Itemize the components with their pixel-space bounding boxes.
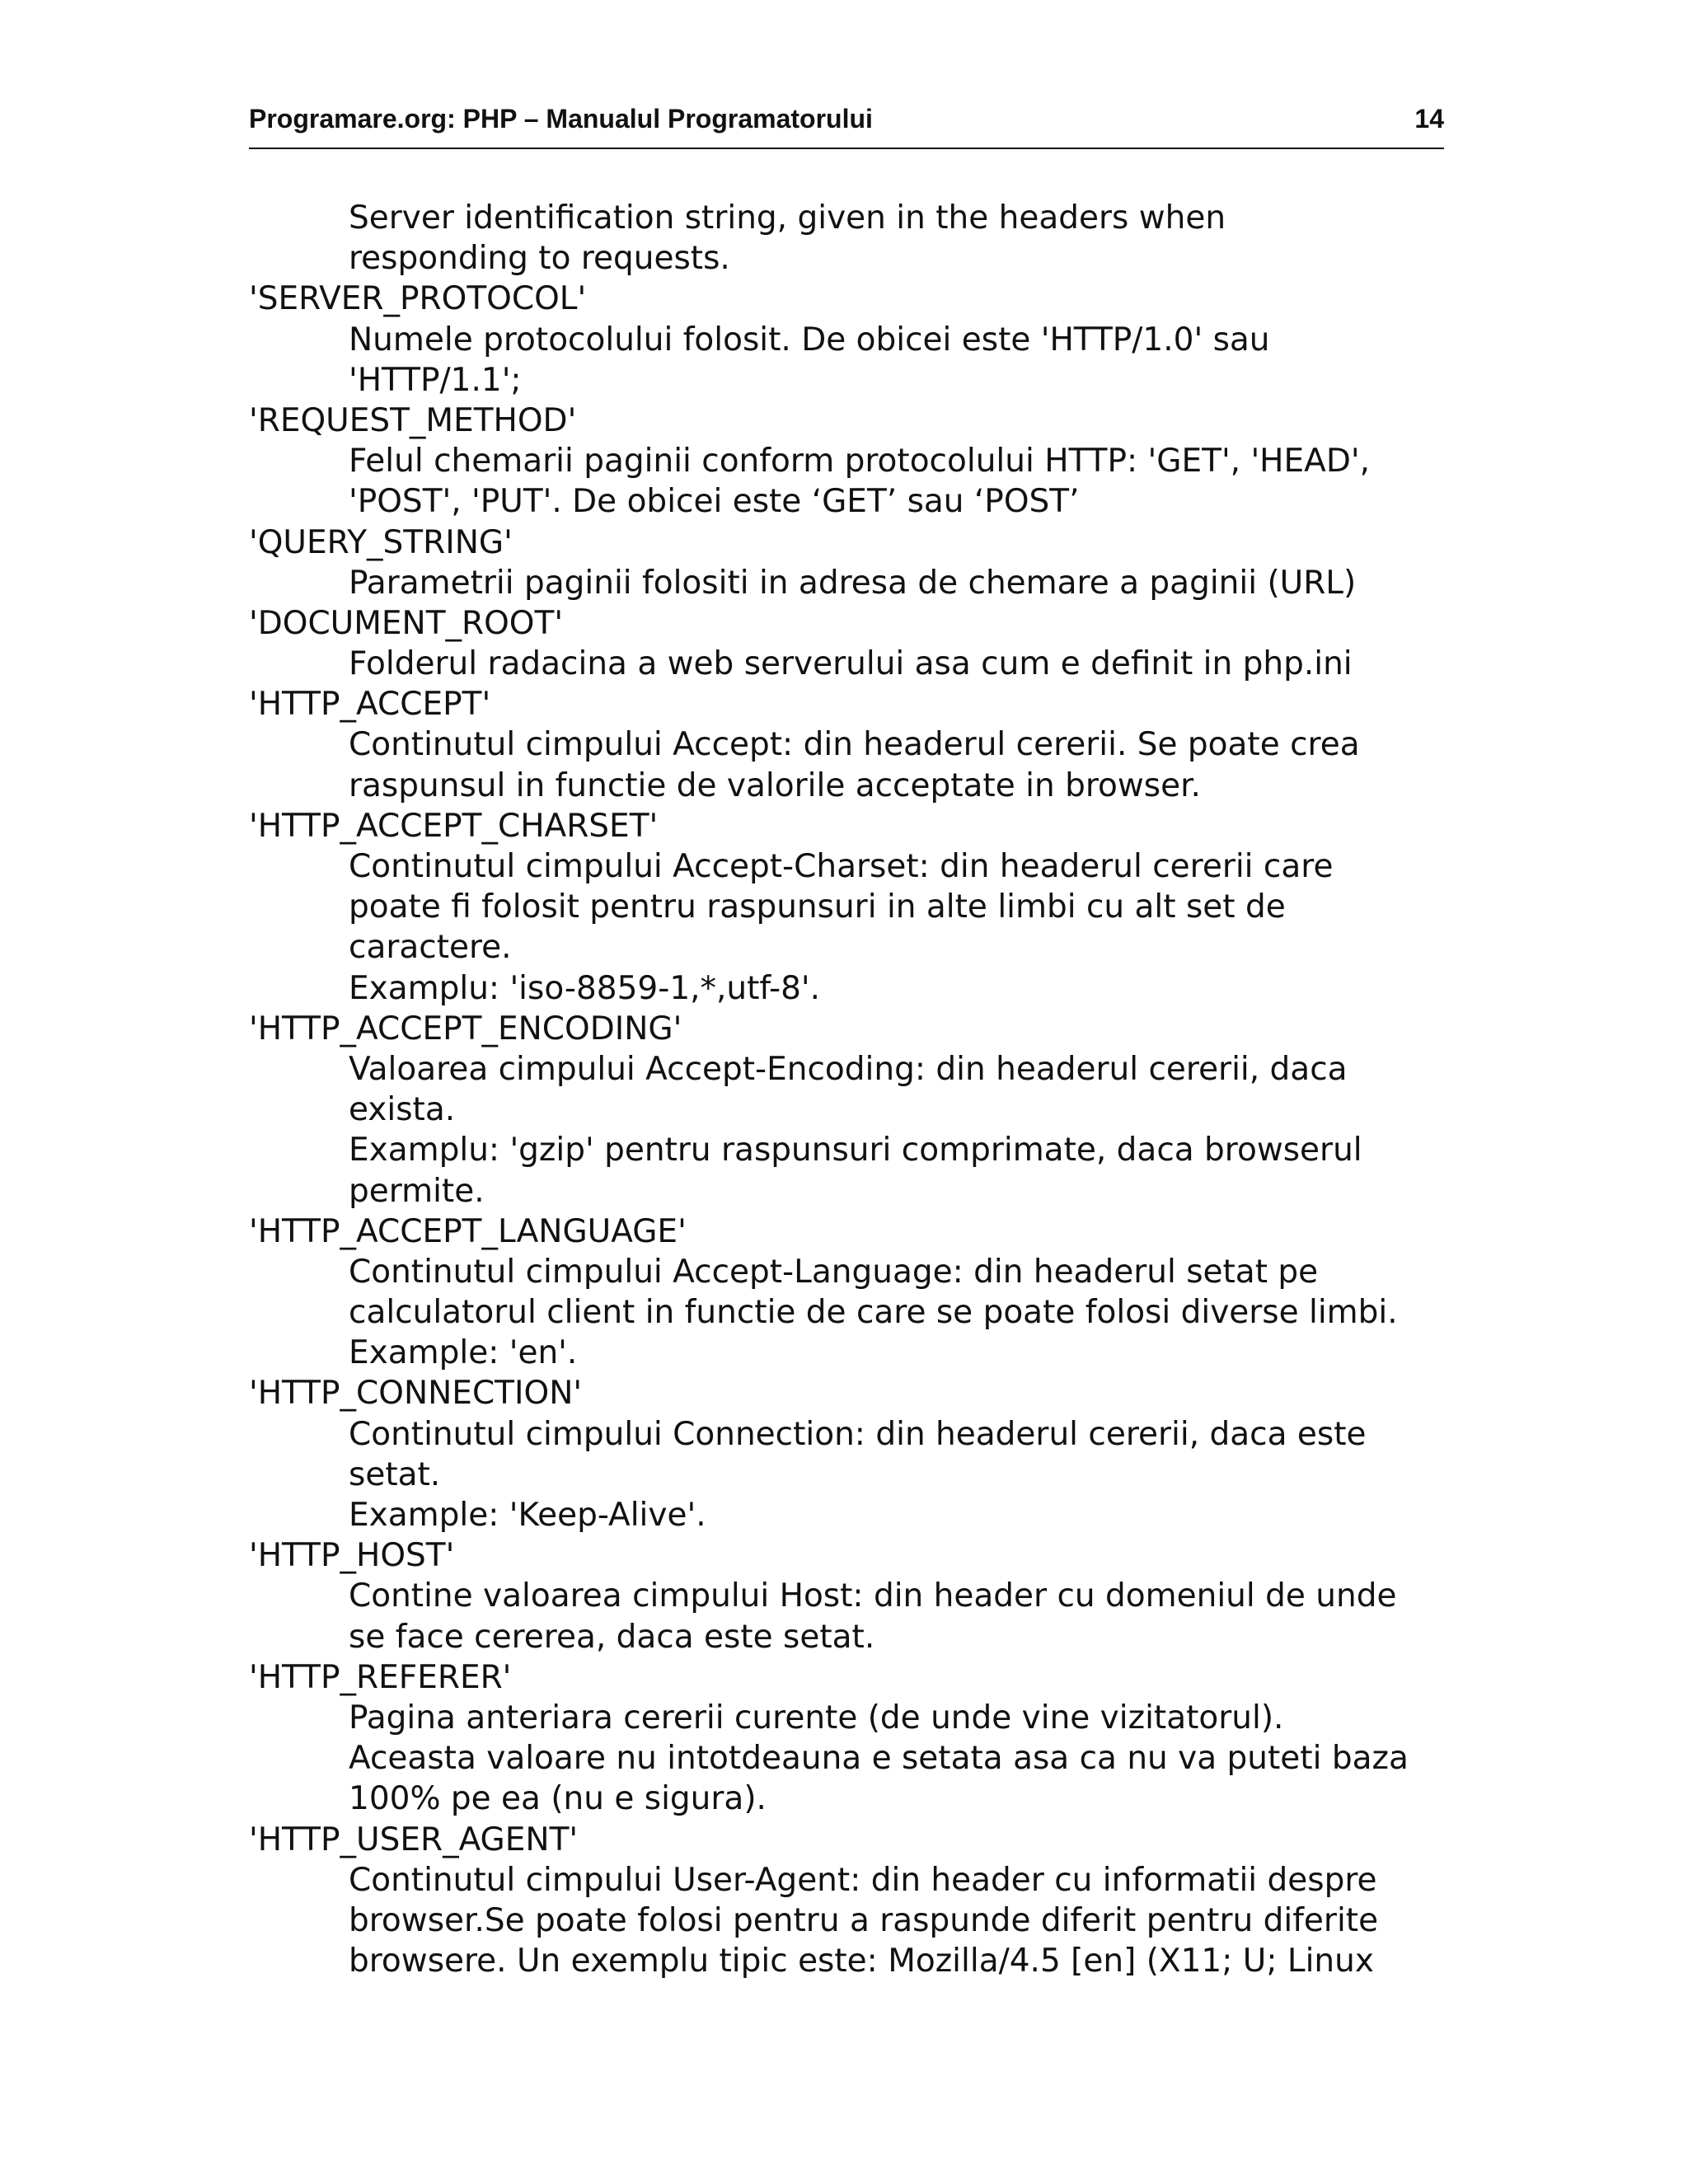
description-line: Pagina anteriara cererii curente (de unde vine vizitatorul). [349, 1699, 1284, 1736]
variable-key: 'REQUEST_METHOD' [249, 401, 577, 439]
description-line: exista. [349, 1091, 456, 1129]
description-line: 'POST', 'PUT'. De obicei este ‘GET’ sau ‘POST’ [349, 483, 1080, 521]
example-line: permite. [349, 1172, 485, 1210]
description-line: Valoarea cimpului Accept-Encoding: din headerul cererii, daca [349, 1050, 1348, 1088]
description-line: responding to requests. [349, 240, 730, 278]
variable-key: 'SERVER_PROTOCOL' [249, 280, 587, 318]
variable-key: 'HTTP_HOST' [249, 1537, 455, 1575]
description-line: poate fi folosit pentru raspunsuri in alte limbi cu alt set de [349, 888, 1286, 926]
header-divider [249, 148, 1444, 149]
description-line: 100% pe ea (nu e sigura). [349, 1780, 767, 1818]
example-line: Example: 'en'. [349, 1334, 578, 1372]
variable-key: 'DOCUMENT_ROOT' [249, 604, 564, 642]
description-line: Aceasta valoare nu intotdeauna e setata asa ca nu va puteti baza [349, 1740, 1409, 1778]
page-number: 14 [1414, 104, 1444, 134]
example-line: Example: 'Keep-Alive'. [349, 1497, 706, 1534]
description-line: raspunsul in functie de valorile acceptate in browser. [349, 766, 1201, 804]
description-line: browsere. Un exemplu tipic este: Mozilla/4.5 [en] (X11; U; Linux [349, 1943, 1374, 1980]
description-line: setat. [349, 1455, 441, 1493]
description-line: se face cererea, daca este setat. [349, 1618, 875, 1656]
variable-key: 'HTTP_REFERER' [249, 1658, 512, 1696]
description-line: Folderul radacina a web serverului asa cum e definit in php.ini [349, 645, 1353, 683]
variable-key: 'HTTP_ACCEPT_ENCODING' [249, 1010, 682, 1047]
description-line: Continutul cimpului User-Agent: din header cu informatii despre [349, 1861, 1377, 1899]
header-title: Programare.org: PHP – Manualul Programatorului [249, 104, 873, 134]
variable-key: 'HTTP_USER_AGENT' [249, 1821, 579, 1858]
description-line: Continutul cimpului Accept-Language: din headerul setat pe [349, 1253, 1319, 1291]
example-line: Examplu: 'gzip' pentru raspunsuri comprimate, daca browserul [349, 1132, 1362, 1169]
running-header [249, 97, 1444, 140]
variable-key: 'HTTP_ACCEPT_CHARSET' [249, 807, 659, 845]
page-body [249, 198, 1452, 1981]
description-line: Continutul cimpului Accept-Charset: din headerul cererii care [349, 848, 1334, 885]
description-line: calculatorul client in functie de care se poate folosi diverse limbi. [349, 1294, 1398, 1332]
variable-key: 'HTTP_ACCEPT_LANGUAGE' [249, 1212, 687, 1250]
description-line: Felul chemarii paginii conform protocolului HTTP: 'GET', 'HEAD', [349, 443, 1370, 480]
description-line: Server identification string, given in the headers when [349, 199, 1226, 237]
variable-key: 'HTTP_CONNECTION' [249, 1375, 583, 1413]
variable-key: 'QUERY_STRING' [249, 523, 513, 561]
description-line: Numele protocolului folosit. De obicei este 'HTTP/1.0' sau [349, 321, 1270, 359]
description-line: Continutul cimpului Accept: din headerul cererii. Se poate crea [349, 726, 1360, 764]
description-line: browser.Se poate folosi pentru a raspunde diferit pentru diferite [349, 1901, 1379, 1939]
description-line: Continutul cimpului Connection: din headerul cererii, daca este [349, 1415, 1367, 1453]
description-line: Parametrii paginii folositi in adresa de chemare a paginii (URL) [349, 564, 1357, 602]
variable-key: 'HTTP_ACCEPT' [249, 686, 491, 724]
description-line: 'HTTP/1.1'; [349, 361, 522, 399]
description-line: Contine valoarea cimpului Host: din header cu domeniul de unde [349, 1577, 1397, 1615]
description-line: caractere. [349, 929, 512, 967]
example-line: Examplu: 'iso-8859-1,*,utf-8'. [349, 969, 821, 1007]
